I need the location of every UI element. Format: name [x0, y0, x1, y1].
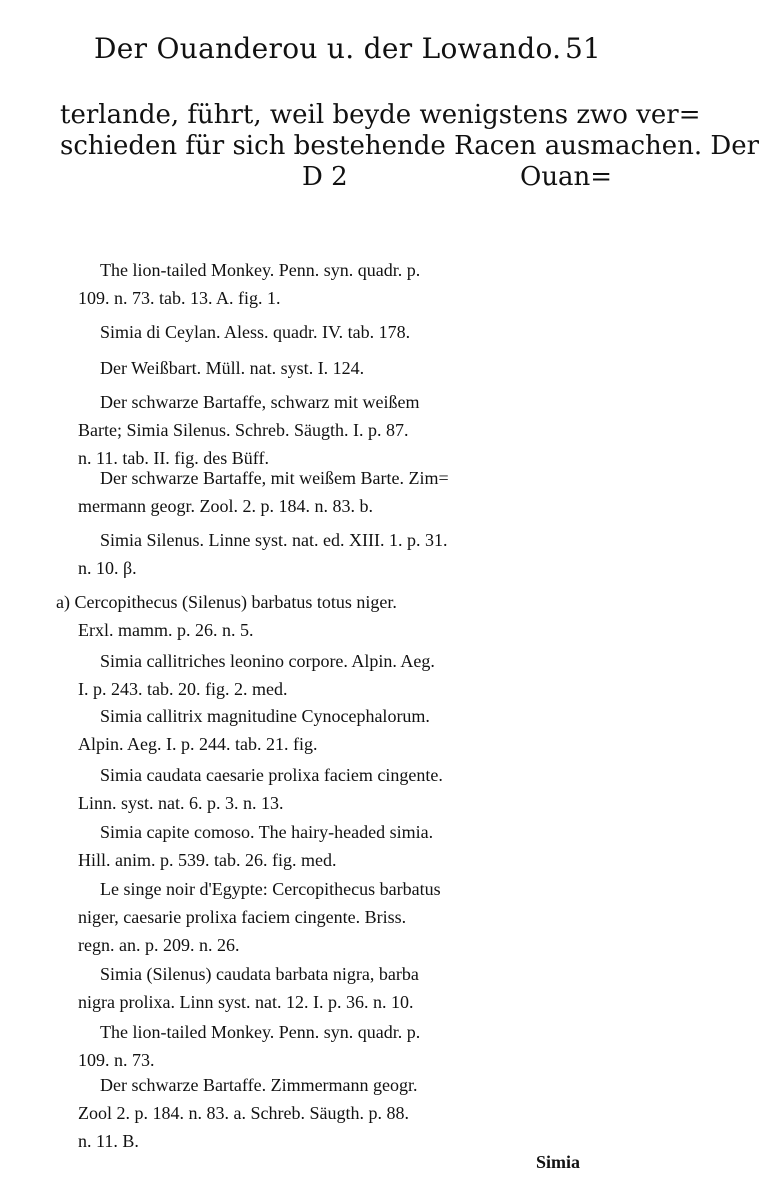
catchword-top: Ouan= — [520, 162, 613, 192]
footnote-line: Le singe noir d'Egypte: Cercopithecus barbatus — [100, 879, 441, 899]
running-header — [0, 28, 643, 76]
footnote-line: Hill. anim. p. 539. tab. 26. fig. med. — [78, 850, 337, 870]
footnote-line: 109. n. 73. — [78, 1050, 155, 1070]
footnote-line: Simia callitriches leonino corpore. Alpin. Aeg. — [100, 651, 435, 671]
footnote-line: Simia di Ceylan. Aless. quadr. IV. tab. 178. — [100, 322, 411, 342]
footnote-line: mermann geogr. Zool. 2. p. 184. n. 83. b. — [78, 496, 373, 516]
footnote-line: n. 10. β. — [78, 558, 137, 578]
footnote-line: Simia Silenus. Linne syst. nat. ed. XIII. 1. p. 31. — [100, 530, 448, 550]
catchword: Simia — [536, 1152, 581, 1172]
footnote-line: I. p. 243. tab. 20. fig. 2. med. — [78, 679, 288, 699]
page-number: 51 — [565, 32, 601, 65]
footnote-line: Simia (Silenus) caudata barbata nigra, barba — [100, 964, 419, 984]
footnote-line: regn. an. p. 209. n. 26. — [78, 935, 240, 955]
footnote-line: The lion-tailed Monkey. Penn. syn. quadr. p. — [100, 260, 421, 280]
footnote-line: 109. n. 73. tab. 13. A. fig. 1. — [78, 288, 281, 308]
footnote-line: a) Cercopithecus (Silenus) barbatus totus niger. — [56, 592, 397, 612]
footnote-line: Linn. syst. nat. 6. p. 3. n. 13. — [78, 793, 284, 813]
body-text-line: terlande, führt, weil beyde wenigstens zwo ver= — [60, 100, 701, 130]
footnote-line: nigra prolixa. Linn syst. nat. 12. I. p. 36. n. 10. — [78, 992, 414, 1012]
footnote-line: Simia caudata caesarie prolixa faciem cingente. — [100, 765, 443, 785]
footnote-line: n. 11. B. — [78, 1131, 139, 1151]
footnote-line: Simia callitrix magnitudine Cynocephalorum. — [100, 706, 430, 726]
footnote-line: Der Weißbart. Müll. nat. syst. I. 124. — [100, 358, 365, 378]
footnote-line: niger, caesarie prolixa faciem cingente. Briss. — [78, 907, 407, 927]
footnote-line: Zool 2. p. 184. n. 83. a. Schreb. Säugth. p. 88. — [78, 1103, 409, 1123]
signature-mark: D 2 — [302, 162, 348, 192]
footnote-line: Simia capite comoso. The hairy-headed simia. — [100, 822, 434, 842]
footnote-line: Der schwarze Bartaffe, mit weißem Barte. Zim= — [100, 468, 449, 488]
footnote-line: Der schwarze Bartaffe. Zimmermann geogr. — [100, 1075, 418, 1095]
footnote-line: Barte; Simia Silenus. Schreb. Säugth. I. p. 87. — [78, 420, 409, 440]
running-title: Der Ouanderou u. der Lowando. — [94, 32, 562, 65]
footnote-line: Erxl. mamm. p. 26. n. 5. — [78, 620, 254, 640]
body-text-line: schieden für sich bestehende Racen ausmachen. Der — [60, 131, 759, 161]
footnote-line: Der schwarze Bartaffe, schwarz mit weißem — [100, 392, 420, 412]
footnote-line: n. 11. tab. II. fig. des Büff. — [78, 448, 269, 468]
footnote-line: Alpin. Aeg. I. p. 244. tab. 21. fig. — [78, 734, 318, 754]
footnote-line: The lion-tailed Monkey. Penn. syn. quadr. p. — [100, 1022, 421, 1042]
